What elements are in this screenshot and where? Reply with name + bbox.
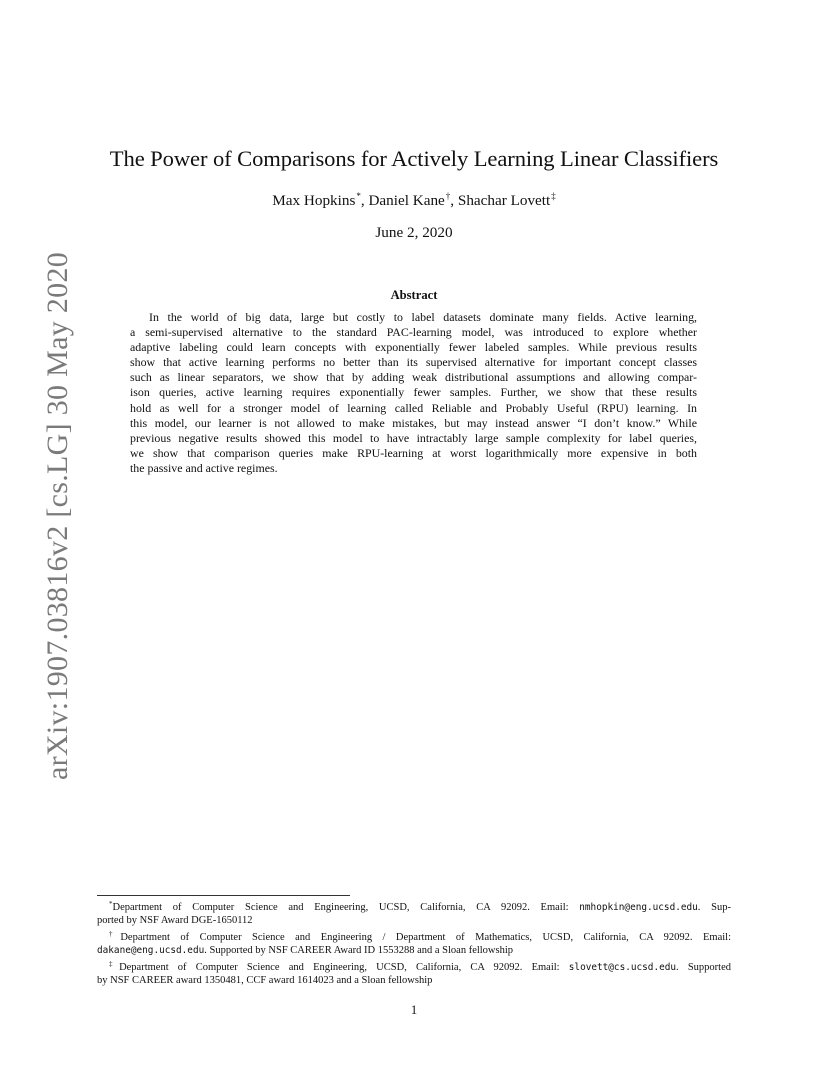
abstract-line: previous negative results showed this model to have intractably large sample complexity for label queries, (130, 430, 697, 445)
footnotes (97, 898, 731, 987)
abstract-line: hold as well for a stronger model of learning called Reliable and Probably Useful (RPU) learning. In (130, 400, 697, 415)
footnote-line (97, 928, 731, 944)
abstract-line: we show that comparison queries make RPU-learning at worst logarithmically more expensive in both (130, 445, 697, 460)
footnote-line: ported by NSF Award DGE-1650112 (97, 915, 253, 927)
author-footnote-mark: † (445, 191, 451, 201)
footnote-line (97, 944, 731, 957)
paper-title: The Power of Comparisons for Actively Learning Linear Classifiers (109, 146, 719, 171)
author-name: Max Hopkins (272, 192, 356, 209)
publication-date: June 2, 2020 (375, 224, 453, 241)
footnote-email-link[interactable]: slovett@cs.ucsd.edu (568, 961, 677, 973)
footnote-line: by NSF CAREER award 1350481, CCF award 1614023 and a Sloan fellowship (97, 975, 433, 987)
footnote-email-link[interactable]: dakane@eng.ucsd.edu (97, 945, 205, 957)
footnote-text: Department of Computer Science and Engineering, UCSD, California, CA 92092. Email: (119, 961, 569, 973)
abstract-line: the passive and active regimes. (130, 460, 278, 475)
author-footnote-mark: ‡ (551, 191, 556, 201)
abstract-body (130, 310, 697, 476)
page-number: 1 (410, 1003, 418, 1017)
abstract-line: this model, our learner is not allowed to make mistakes, but may instead answer “I don’t know.” While (130, 415, 697, 430)
footnote-divider (97, 895, 350, 896)
author-separator: , (360, 192, 369, 209)
author-separator: , (450, 192, 458, 209)
abstract-line: adaptive labeling could learn concepts with exponentially fewer labeled samples. While previous results (130, 340, 697, 355)
footnote-line (97, 958, 731, 974)
abstract-line: show that active learning performs no better than its supervised alternative for important concept classes (130, 355, 697, 370)
abstract-line: such as linear separators, we show that by adding weak distributional assumptions and allowing compar- (130, 370, 697, 385)
author-name: Daniel Kane (368, 192, 445, 209)
abstract-heading: Abstract (390, 288, 438, 302)
author-footnote-mark: * (356, 191, 361, 201)
abstract-line: ison queries, active learning requires exponentially fewer samples. Further, we show that these results (130, 385, 697, 400)
footnote-text: Department of Computer Science and Engineering / Department of Mathematics, UCSD, California, CA 92092. Email: (120, 931, 732, 943)
footnote-line (97, 898, 731, 914)
abstract-line: a semi-supervised alternative to the standard PAC-learning model, was introduced to explore whether (130, 325, 697, 340)
footnote-text: . Supported by NSF CAREER Award ID 1553288 and a Sloan fellowship (204, 945, 514, 957)
arxiv-identifier-stamp: arXiv:1907.03816v2 [cs.LG] 30 May 2020 (41, 252, 74, 780)
abstract-line: In the world of big data, large but costly to label datasets dominate many fields. Active learning, (149, 310, 697, 324)
footnote-text: . Supported (676, 961, 731, 973)
author-list (0, 191, 828, 210)
footnote-text: Department of Computer Science and Engineering, UCSD, California, CA 92092. Email: (112, 902, 580, 913)
footnote-mark: ‡ (109, 959, 120, 968)
footnote-text: . Sup- (697, 902, 731, 913)
footnote-email-link[interactable]: nmhopkin@eng.ucsd.edu (579, 902, 698, 913)
author-name: Shachar Lovett (457, 192, 551, 209)
footnote-mark: * (109, 900, 113, 908)
footnote-mark: † (109, 929, 121, 938)
